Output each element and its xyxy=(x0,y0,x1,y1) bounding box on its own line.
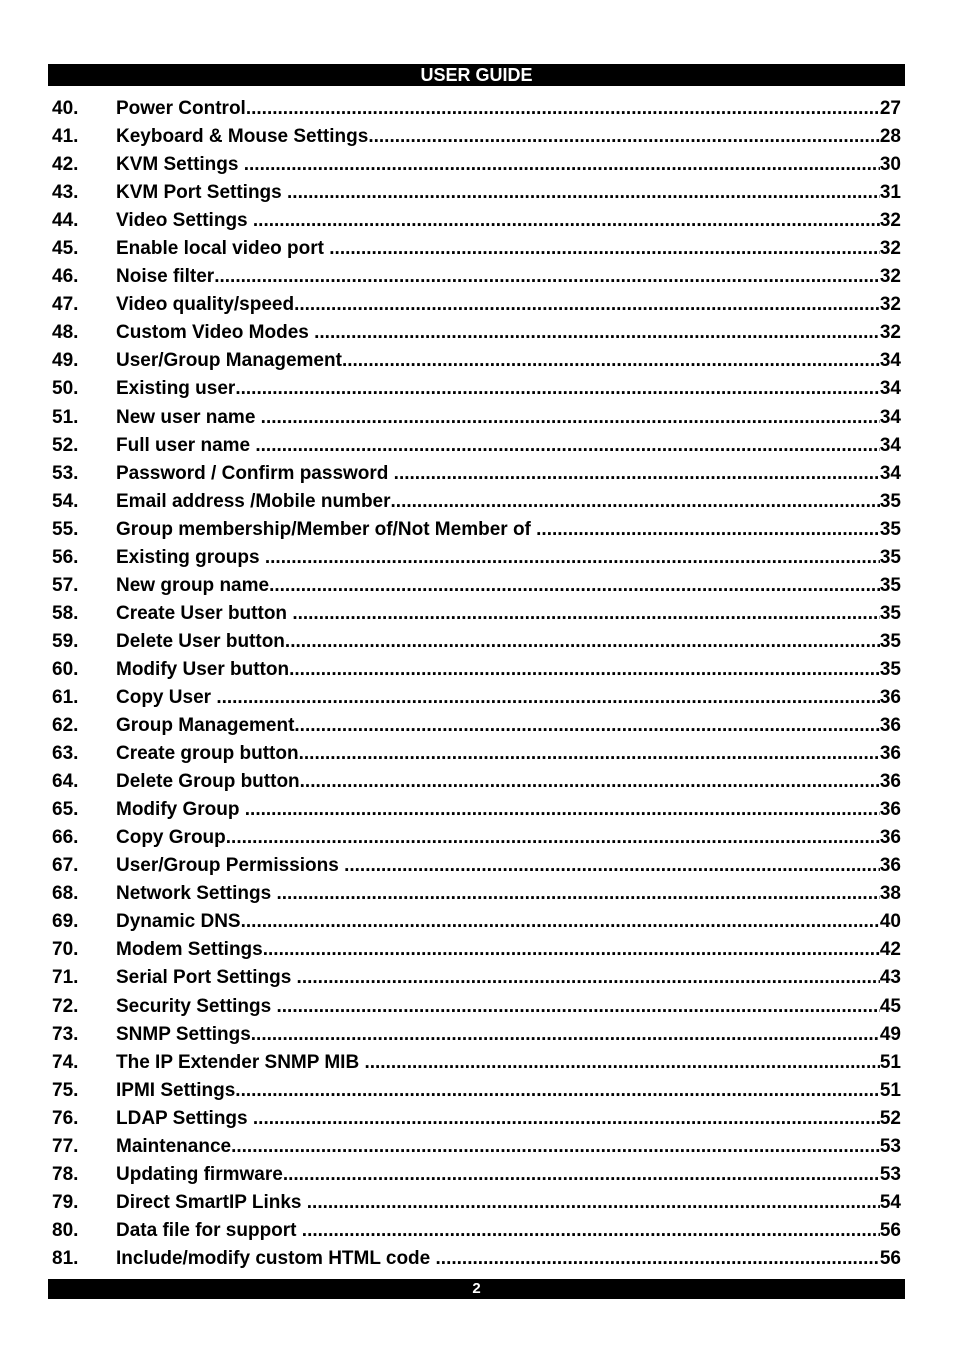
toc-leader-dots xyxy=(245,796,880,824)
toc-leader-dots xyxy=(253,1105,880,1133)
toc-entry-page: 28 xyxy=(879,126,901,148)
header-bar xyxy=(48,64,905,86)
toc-leader-dots xyxy=(277,993,880,1021)
toc-entry-page: 34 xyxy=(879,462,901,484)
toc-leader-dots xyxy=(314,319,880,347)
toc-entry-title: KVM Port Settings xyxy=(116,182,288,204)
toc-entry-page: 35 xyxy=(879,574,901,596)
toc-entry-page: 36 xyxy=(879,715,901,737)
toc-entry[interactable] xyxy=(48,796,901,824)
toc-leader-dots xyxy=(226,824,880,852)
toc-entry-title-wrap xyxy=(116,1217,880,1245)
toc-entry[interactable] xyxy=(48,432,901,460)
toc-entry-number: 46. xyxy=(52,266,79,288)
toc-entry-page: 32 xyxy=(879,238,901,260)
toc-entry[interactable] xyxy=(48,600,901,628)
toc-entry[interactable] xyxy=(48,179,901,207)
toc-entry-title: New user name xyxy=(116,406,261,428)
toc-entry-title: Noise filter xyxy=(116,266,215,288)
toc-leader-dots xyxy=(253,207,880,235)
toc-entry-title-wrap xyxy=(116,993,880,1021)
footer-bar xyxy=(48,1279,905,1299)
toc-entry-number: 75. xyxy=(52,1079,79,1101)
toc-entry-title: Copy User xyxy=(116,686,217,708)
toc-entry-title-wrap xyxy=(116,684,880,712)
toc-entry-title: Dynamic DNS xyxy=(116,911,241,933)
toc-leader-dots xyxy=(251,1021,880,1049)
toc-leader-dots xyxy=(299,740,880,768)
toc-entry-page: 53 xyxy=(879,1163,901,1185)
toc-leader-dots xyxy=(276,880,879,908)
toc-entry-number: 41. xyxy=(52,126,79,148)
toc-leader-dots xyxy=(269,572,880,600)
toc-entry-page: 30 xyxy=(879,154,901,176)
toc-entry-title-wrap xyxy=(116,824,880,852)
toc-entry-page: 51 xyxy=(879,1051,901,1073)
toc-entry[interactable] xyxy=(48,263,901,291)
toc-entry[interactable] xyxy=(48,936,901,964)
toc-entry-title-wrap xyxy=(116,319,880,347)
toc-entry-title-wrap xyxy=(116,572,880,600)
toc-entry-page: 35 xyxy=(879,546,901,568)
toc-leader-dots xyxy=(394,460,880,488)
toc-entry-number: 74. xyxy=(52,1051,79,1073)
toc-entry[interactable] xyxy=(48,1217,901,1245)
toc-entry-title-wrap xyxy=(116,796,880,824)
toc-leader-dots xyxy=(292,600,880,628)
toc-entry-number: 58. xyxy=(52,602,79,624)
toc-entry-title-wrap xyxy=(116,179,880,207)
toc-entry-title: Serial Port Settings xyxy=(116,967,297,989)
toc-entry-number: 77. xyxy=(52,1135,79,1157)
toc-entry-number: 47. xyxy=(52,294,79,316)
toc-entry[interactable] xyxy=(48,824,901,852)
toc-entry-title: Email address /Mobile number xyxy=(116,490,391,512)
toc-entry-page: 43 xyxy=(879,967,901,989)
toc-entry[interactable] xyxy=(48,488,901,516)
toc-entry-page: 42 xyxy=(879,939,901,961)
toc-entry-title: Delete User button xyxy=(116,630,285,652)
toc-entry-page: 35 xyxy=(879,630,901,652)
toc-leader-dots xyxy=(364,1049,879,1077)
toc-entry-title: User/Group Management xyxy=(116,350,342,372)
toc-entry-title: Delete Group button xyxy=(116,771,300,793)
toc-entry-title: User/Group Permissions xyxy=(116,855,345,877)
toc-entry[interactable] xyxy=(48,151,901,179)
toc-entry-page: 56 xyxy=(879,1219,901,1241)
toc-entry-title-wrap xyxy=(116,375,880,403)
toc-entry-number: 52. xyxy=(52,434,79,456)
toc-entry-page: 54 xyxy=(879,1191,901,1213)
toc-entry-number: 71. xyxy=(52,967,79,989)
toc-entry-number: 76. xyxy=(52,1107,79,1129)
toc-entry-title-wrap xyxy=(116,768,880,796)
toc-leader-dots xyxy=(214,263,880,291)
toc-leader-dots xyxy=(216,684,880,712)
toc-entry-title: The IP Extender SNMP MIB xyxy=(116,1051,365,1073)
toc-leader-dots xyxy=(536,516,880,544)
toc-entry-number: 70. xyxy=(52,939,79,961)
toc-entry[interactable] xyxy=(48,404,901,432)
toc-entry[interactable] xyxy=(48,712,901,740)
table-of-contents xyxy=(48,95,901,1273)
toc-leader-dots xyxy=(255,432,879,460)
toc-entry-number: 63. xyxy=(52,743,79,765)
toc-entry-number: 78. xyxy=(52,1163,79,1185)
toc-entry-number: 42. xyxy=(52,154,79,176)
toc-entry-title-wrap xyxy=(116,1189,880,1217)
toc-entry[interactable] xyxy=(48,1161,901,1189)
toc-entry-title-wrap xyxy=(116,1161,880,1189)
toc-leader-dots xyxy=(287,179,880,207)
toc-entry-number: 72. xyxy=(52,995,79,1017)
toc-leader-dots xyxy=(302,1217,880,1245)
toc-entry-title-wrap xyxy=(116,600,880,628)
toc-entry-title-wrap xyxy=(116,404,880,432)
toc-leader-dots xyxy=(261,404,880,432)
toc-entry-title: Network Settings xyxy=(116,883,277,905)
toc-entry-title: Custom Video Modes xyxy=(116,322,315,344)
toc-entry-page: 32 xyxy=(879,266,901,288)
toc-entry-number: 68. xyxy=(52,883,79,905)
toc-entry-page: 52 xyxy=(879,1107,901,1129)
toc-leader-dots xyxy=(285,628,880,656)
toc-entry[interactable] xyxy=(48,347,901,375)
toc-leader-dots xyxy=(283,1161,880,1189)
toc-entry-title: Password / Confirm password xyxy=(116,462,394,484)
toc-leader-dots xyxy=(265,544,880,572)
toc-entry-number: 54. xyxy=(52,490,79,512)
toc-entry[interactable] xyxy=(48,572,901,600)
toc-entry[interactable] xyxy=(48,544,901,572)
toc-entry-title: New group name xyxy=(116,574,270,596)
document-title: USER GUIDE xyxy=(420,65,533,85)
toc-entry-title-wrap xyxy=(116,432,880,460)
toc-leader-dots xyxy=(344,852,880,880)
toc-entry-number: 44. xyxy=(52,210,79,232)
toc-leader-dots xyxy=(342,347,880,375)
toc-entry-number: 51. xyxy=(52,406,79,428)
toc-leader-dots xyxy=(307,1189,880,1217)
toc-entry-title-wrap xyxy=(116,460,880,488)
toc-entry[interactable] xyxy=(48,1077,901,1105)
toc-entry[interactable] xyxy=(48,460,901,488)
toc-entry-title-wrap xyxy=(116,656,880,684)
toc-entry-title-wrap xyxy=(116,151,880,179)
toc-entry-page: 36 xyxy=(879,686,901,708)
toc-entry-page: 32 xyxy=(879,322,901,344)
toc-entry[interactable] xyxy=(48,768,901,796)
toc-entry-title: Video quality/speed xyxy=(116,294,295,316)
toc-entry-title: LDAP Settings xyxy=(116,1107,253,1129)
toc-entry-title: Security Settings xyxy=(116,995,277,1017)
toc-entry-page: 51 xyxy=(879,1079,901,1101)
toc-entry[interactable] xyxy=(48,516,901,544)
toc-entry-title-wrap xyxy=(116,263,880,291)
toc-entry-page: 36 xyxy=(879,771,901,793)
toc-entry-number: 40. xyxy=(52,98,79,119)
toc-entry-number: 79. xyxy=(52,1191,79,1213)
toc-entry-title-wrap xyxy=(116,1049,880,1077)
toc-entry-page: 49 xyxy=(879,1023,901,1045)
toc-entry-page: 34 xyxy=(879,350,901,372)
toc-entry-title-wrap xyxy=(116,544,880,572)
toc-entry-title: Existing user xyxy=(116,378,236,400)
toc-entry-title-wrap xyxy=(116,516,880,544)
toc-entry-title: Group Management xyxy=(116,715,295,737)
toc-leader-dots xyxy=(300,768,880,796)
toc-entry-number: 60. xyxy=(52,658,79,680)
toc-entry-title-wrap xyxy=(116,347,880,375)
toc-entry-number: 80. xyxy=(52,1219,79,1241)
toc-entry-title: Create group button xyxy=(116,743,299,765)
toc-entry-title: Direct SmartIP Links xyxy=(116,1191,307,1213)
toc-leader-dots xyxy=(368,123,880,151)
toc-entry-title-wrap xyxy=(116,936,880,964)
toc-entry-number: 69. xyxy=(52,911,79,933)
toc-entry-page: 40 xyxy=(879,911,901,933)
toc-entry-title-wrap xyxy=(116,740,880,768)
toc-entry-title-wrap xyxy=(116,1021,880,1049)
toc-entry-title-wrap xyxy=(116,1077,880,1105)
toc-entry-title-wrap xyxy=(116,1105,880,1133)
toc-entry-page: 36 xyxy=(879,827,901,849)
toc-entry-number: 57. xyxy=(52,574,79,596)
toc-entry-number: 53. xyxy=(52,462,79,484)
toc-leader-dots xyxy=(244,151,880,179)
toc-entry[interactable] xyxy=(48,852,901,880)
toc-leader-dots xyxy=(289,656,880,684)
toc-entry-title: Create User button xyxy=(116,602,293,624)
toc-leader-dots xyxy=(241,908,880,936)
toc-entry-page: 35 xyxy=(879,658,901,680)
toc-entry-title-wrap xyxy=(116,207,880,235)
toc-entry-title-wrap xyxy=(116,123,880,151)
toc-entry-title: Modify User button xyxy=(116,658,290,680)
toc-entry-title: KVM Settings xyxy=(116,154,244,176)
toc-entry-number: 66. xyxy=(52,827,79,849)
toc-entry-title: Existing groups xyxy=(116,546,265,568)
toc-entry-title: Modify Group xyxy=(116,799,245,821)
toc-entry[interactable] xyxy=(48,291,901,319)
toc-leader-dots xyxy=(391,488,880,516)
toc-leader-dots xyxy=(235,1077,880,1105)
toc-entry[interactable] xyxy=(48,880,901,908)
toc-entry-title: Enable local video port xyxy=(116,238,330,260)
toc-entry-page: 34 xyxy=(879,378,901,400)
toc-leader-dots xyxy=(329,235,880,263)
toc-entry[interactable] xyxy=(48,1189,901,1217)
toc-entry-page: 56 xyxy=(879,1247,901,1269)
toc-entry-page: 36 xyxy=(879,799,901,821)
toc-leader-dots xyxy=(436,1245,880,1273)
toc-entry-page: 32 xyxy=(879,210,901,232)
toc-entry-number: 56. xyxy=(52,546,79,568)
page-number: 2 xyxy=(472,1280,481,1297)
toc-entry-title: Data file for support xyxy=(116,1219,302,1241)
toc-leader-dots xyxy=(294,291,880,319)
toc-entry-title: IPMI Settings xyxy=(116,1079,236,1101)
toc-entry-number: 59. xyxy=(52,630,79,652)
toc-leader-dots xyxy=(235,375,880,403)
toc-entry-title-wrap xyxy=(116,628,880,656)
toc-leader-dots xyxy=(297,964,880,992)
toc-entry[interactable] xyxy=(48,740,901,768)
toc-entry-title-wrap xyxy=(116,712,880,740)
toc-entry[interactable] xyxy=(48,908,901,936)
toc-entry-page: 38 xyxy=(879,883,901,905)
toc-entry-title-wrap xyxy=(116,291,880,319)
toc-entry[interactable] xyxy=(48,1245,901,1273)
toc-entry[interactable] xyxy=(48,123,901,151)
toc-entry-title-wrap xyxy=(116,880,880,908)
toc-entry-title: Video Settings xyxy=(116,210,253,232)
toc-entry[interactable] xyxy=(48,207,901,235)
toc-entry-title-wrap xyxy=(116,1245,880,1273)
toc-entry-number: 73. xyxy=(52,1023,79,1045)
toc-entry-title-wrap xyxy=(116,95,880,123)
toc-entry-page: 34 xyxy=(879,434,901,456)
toc-entry-title-wrap xyxy=(116,908,880,936)
toc-entry[interactable] xyxy=(48,1049,901,1077)
toc-entry[interactable] xyxy=(48,1021,901,1049)
toc-entry-title: Modem Settings xyxy=(116,939,263,961)
toc-leader-dots xyxy=(294,712,879,740)
toc-entry[interactable] xyxy=(48,95,901,123)
toc-entry-number: 65. xyxy=(52,799,79,821)
toc-entry[interactable] xyxy=(48,628,901,656)
toc-entry-number: 48. xyxy=(52,322,79,344)
toc-entry-title-wrap xyxy=(116,235,880,263)
toc-entry-title: Group membership/Member of/Not Member of xyxy=(116,518,537,540)
toc-entry-page: 35 xyxy=(879,602,901,624)
toc-entry-title-wrap xyxy=(116,488,880,516)
toc-entry-page: 36 xyxy=(879,855,901,877)
toc-entry-title: SNMP Settings xyxy=(116,1023,251,1045)
toc-entry-number: 61. xyxy=(52,686,79,708)
toc-entry[interactable] xyxy=(48,1105,901,1133)
toc-entry-page: 34 xyxy=(879,406,901,428)
toc-entry[interactable] xyxy=(48,235,901,263)
toc-entry[interactable] xyxy=(48,964,901,992)
toc-entry-page: 35 xyxy=(879,490,901,512)
toc-entry-number: 49. xyxy=(52,350,79,372)
toc-entry-page: 36 xyxy=(879,743,901,765)
toc-entry-page: 31 xyxy=(879,182,901,204)
toc-entry-title: Power Control xyxy=(116,98,246,119)
toc-entry-number: 43. xyxy=(52,182,79,204)
toc-entry-title: Full user name xyxy=(116,434,256,456)
toc-entry-title-wrap xyxy=(116,852,880,880)
toc-entry-number: 50. xyxy=(52,378,79,400)
toc-entry-title-wrap xyxy=(116,1133,880,1161)
toc-entry-page: 32 xyxy=(879,294,901,316)
toc-entry[interactable] xyxy=(48,656,901,684)
toc-entry-title: Maintenance xyxy=(116,1135,232,1157)
toc-entry-page: 27 xyxy=(879,98,901,119)
toc-entry-title: Keyboard & Mouse Settings xyxy=(116,126,369,148)
toc-entry[interactable] xyxy=(48,319,901,347)
toc-entry-page: 35 xyxy=(879,518,901,540)
toc-leader-dots xyxy=(246,95,880,123)
toc-entry-title-wrap xyxy=(116,964,880,992)
toc-entry-number: 81. xyxy=(52,1247,79,1269)
toc-entry-number: 45. xyxy=(52,238,79,260)
toc-entry-page: 45 xyxy=(879,995,901,1017)
toc-entry-number: 64. xyxy=(52,771,79,793)
toc-leader-dots xyxy=(231,1133,880,1161)
toc-entry-title: Copy Group xyxy=(116,827,226,849)
toc-entry-number: 62. xyxy=(52,715,79,737)
toc-entry-title: Updating firmware xyxy=(116,1163,283,1185)
toc-entry-number: 55. xyxy=(52,518,79,540)
toc-entry[interactable] xyxy=(48,684,901,712)
toc-entry-number: 67. xyxy=(52,855,79,877)
toc-entry-page: 53 xyxy=(879,1135,901,1157)
toc-entry[interactable] xyxy=(48,1133,901,1161)
toc-entry-title: Include/modify custom HTML code xyxy=(116,1247,436,1269)
toc-entry[interactable] xyxy=(48,375,901,403)
toc-entry[interactable] xyxy=(48,993,901,1021)
toc-leader-dots xyxy=(263,936,880,964)
